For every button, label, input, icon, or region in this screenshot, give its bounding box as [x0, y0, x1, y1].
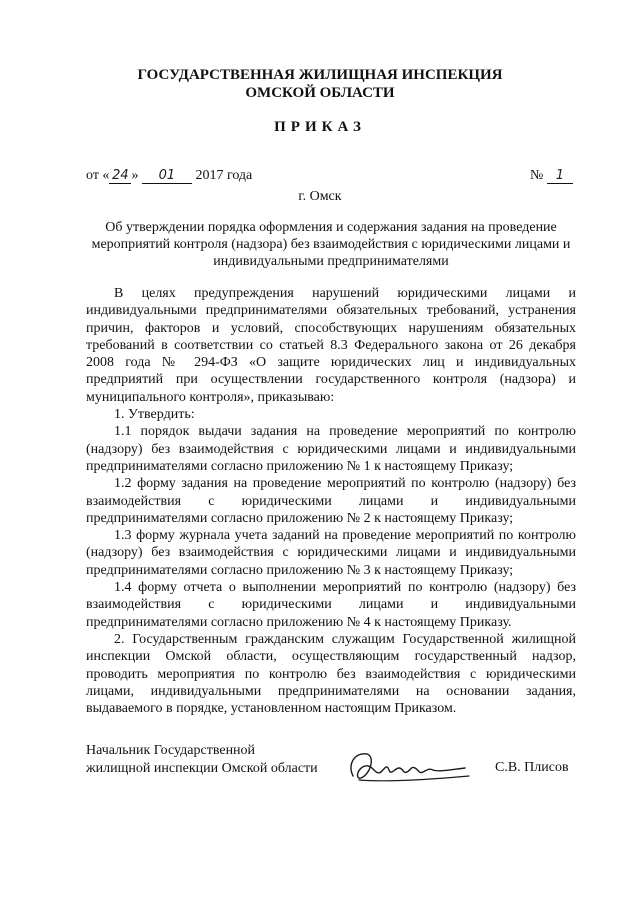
- paragraph-item-1-1: 1.1 порядок выдачи задания на проведение мероприятий по контролю (надзору) без взаимодействия с юридическими лицами и индивидуальными предпринимателями согласно приложению № 1 к настоящему Приказу;: [86, 424, 576, 474]
- city: г. Омск: [298, 189, 342, 204]
- date-suffix: 2017 года: [195, 168, 253, 183]
- order-number: [530, 168, 573, 184]
- paragraph-item-1-3: 1.3 форму журнала учета заданий на проведение мероприятий по контролю (надзору) без взаимодействия с юридическими лицами и индивидуальными предпринимателями согласно приложению № 3 к настоящему Приказу;: [86, 528, 576, 578]
- date-day: 24: [109, 168, 131, 184]
- number-value: 1: [547, 168, 573, 184]
- paragraph-item-2: 2. Государственным гражданским служащим Государственной жилищной инспекции Омской области, осуществляющим государственный надзор, проводить мероприятия по контролю без взаимодействия с юридическими лицами, индивидуальными предпринимателями на основании задания, выдаваемого в порядке, установленном настоящим Приказом.: [86, 631, 576, 717]
- org-name-line1: ГОСУДАРСТВЕННАЯ ЖИЛИЩНАЯ ИНСПЕКЦИЯ: [137, 67, 503, 83]
- paragraph-item-1: 1. Утвердить:: [114, 407, 195, 423]
- paragraph-preamble: В целях предупреждения нарушений юридическими лицами и индивидуальными предпринимателями обязательных требований, устранения причин, факторов и условий, способствующих нарушениям обязательных требований в соответствии со статьей 8.3 Федерального закона от 26 декабря 2008 года № 294-ФЗ «О защите юридических лиц и индивидуальных предприятий при осуществлении государственного контроля (надзора) и муниципального контроля», приказываю:: [86, 286, 576, 405]
- signatory-position-line1: Начальник Государственной: [86, 743, 256, 758]
- paragraph-item-1-4: 1.4 форму отчета о выполнении мероприятий по контролю (надзору) без взаимодействия с юридическими лицами и индивидуальными предпринимателями согласно приложению № 4 к настоящему Приказу.: [86, 580, 576, 630]
- order-body: [86, 285, 576, 717]
- date-month: 01: [142, 168, 192, 184]
- date-prefix: от «: [86, 168, 110, 183]
- order-subject: Об утверждении порядка оформления и содержания задания на проведение мероприятий контроля (надзора) без взаимодействия с юридическими лицами и индивидуальными предпринимателями: [91, 220, 571, 269]
- handwritten-signature: [345, 746, 475, 790]
- signatory-position: [86, 742, 318, 778]
- document-title: ПРИКАЗ: [274, 119, 366, 135]
- signatory-name: С.В. Плисов: [495, 760, 569, 775]
- date-sep: »: [131, 168, 139, 183]
- order-date: [86, 168, 252, 184]
- paragraph-item-1-2: 1.2 форму задания на проведение мероприятий по контролю (надзору) без взаимодействия с юридическими лицами и индивидуальными предпринимателями согласно приложению № 2 к настоящему Приказу;: [86, 476, 576, 526]
- signatory-position-line2: жилищной инспекции Омской области: [86, 761, 318, 776]
- number-prefix: №: [530, 168, 544, 183]
- org-name-line2: ОМСКОЙ ОБЛАСТИ: [245, 85, 395, 101]
